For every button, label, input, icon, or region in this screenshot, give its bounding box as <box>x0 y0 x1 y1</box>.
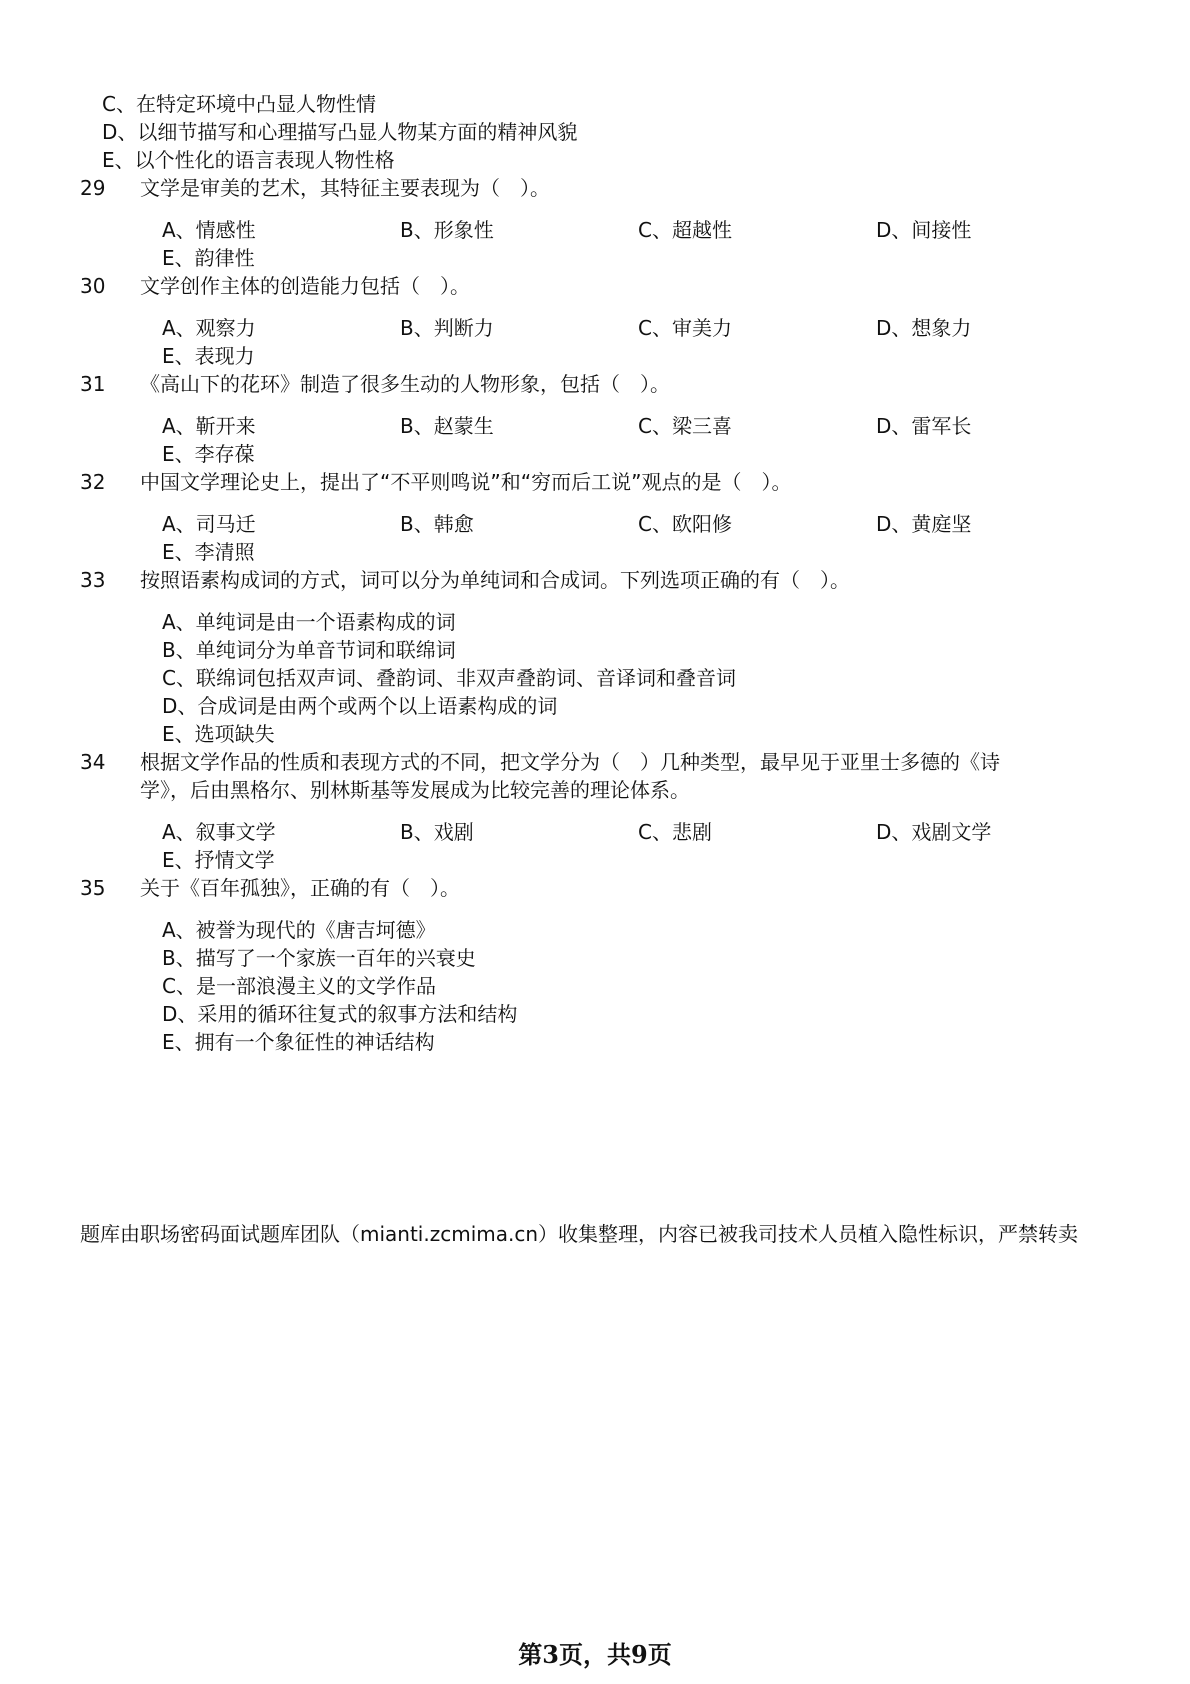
option-a: A、单纯词是由一个语素构成的词 <box>162 610 456 634</box>
option-e: E、抒情文学 <box>162 848 275 872</box>
option-c: C、是一部浪漫主义的文学作品 <box>162 974 436 998</box>
option-a: A、情感性 <box>162 218 256 242</box>
question-text: 中国文学理论史上，提出了“不平则鸣说”和“穷而后工说”观点的是（ ）。 <box>140 470 792 494</box>
option-d: D、以细节描写和心理描写凸显人物某方面的精神风貌 <box>102 120 578 144</box>
option-a: A、司马迁 <box>162 512 256 536</box>
option-b: B、单纯词分为单音节词和联绵词 <box>162 638 456 662</box>
option-a: A、叙事文学 <box>162 820 276 844</box>
option-e: E、韵律性 <box>162 246 255 270</box>
option-b: B、形象性 <box>400 218 494 242</box>
option-a: A、靳开来 <box>162 414 256 438</box>
option-b: B、判断力 <box>400 316 494 340</box>
option-c: C、在特定环境中凸显人物性情 <box>102 92 376 116</box>
option-b: B、描写了一个家族一百年的兴衰史 <box>162 946 476 970</box>
option-d: D、合成词是由两个或两个以上语素构成的词 <box>162 694 558 718</box>
option-e: E、李存葆 <box>162 442 255 466</box>
option-d: D、采用的循环往复式的叙事方法和结构 <box>162 1002 518 1026</box>
option-d: D、雷军长 <box>876 414 972 438</box>
question-text: 按照语素构成词的方式，词可以分为单纯词和合成词。下列选项正确的有（ ）。 <box>140 568 850 592</box>
question-text: 根据文学作品的性质和表现方式的不同，把文学分为（ ）几种类型，最早见于亚里士多德的《诗 <box>140 750 1000 774</box>
option-e: E、选项缺失 <box>162 722 275 746</box>
option-e: E、李清照 <box>162 540 255 564</box>
question-number: 30 <box>80 274 106 298</box>
option-e: E、以个性化的语言表现人物性格 <box>102 148 395 172</box>
option-c: C、悲剧 <box>638 820 712 844</box>
option-c: C、梁三喜 <box>638 414 732 438</box>
option-d: D、戏剧文学 <box>876 820 992 844</box>
option-b: B、韩愈 <box>400 512 474 536</box>
page-number: 第3页，共9页 <box>518 1640 672 1669</box>
option-d: D、间接性 <box>876 218 972 242</box>
question-number: 29 <box>80 176 106 200</box>
option-d: D、黄庭坚 <box>876 512 972 536</box>
option-e: E、拥有一个象征性的神话结构 <box>162 1030 435 1054</box>
question-number: 35 <box>80 876 106 900</box>
question-text: 《高山下的花环》制造了很多生动的人物形象，包括（ ）。 <box>140 372 670 396</box>
question-text: 文学创作主体的创造能力包括（ ）。 <box>140 274 470 298</box>
question-number: 33 <box>80 568 106 592</box>
option-b: B、赵蒙生 <box>400 414 494 438</box>
option-c: C、审美力 <box>638 316 732 340</box>
option-e: E、表现力 <box>162 344 255 368</box>
option-c: C、超越性 <box>638 218 732 242</box>
option-b: B、戏剧 <box>400 820 474 844</box>
option-a: A、被誉为现代的《唐吉坷德》 <box>162 918 436 942</box>
question-number: 32 <box>80 470 106 494</box>
option-a: A、观察力 <box>162 316 256 340</box>
copyright-notice: 题库由职场密码面试题库团队（mianti.zcmima.cn）收集整理，内容已被我司技术人员植入隐性标识，严禁转卖 <box>80 1222 1079 1246</box>
question-text: 关于《百年孤独》，正确的有（ ）。 <box>140 876 460 900</box>
question-text: 文学是审美的艺术，其特征主要表现为（ ）。 <box>140 176 550 200</box>
option-c: C、联绵词包括双声词、叠韵词、非双声叠韵词、音译词和叠音词 <box>162 666 736 690</box>
question-number: 31 <box>80 372 106 396</box>
option-d: D、想象力 <box>876 316 972 340</box>
question-number: 34 <box>80 750 106 774</box>
option-c: C、欧阳修 <box>638 512 732 536</box>
question-text-continued: 学》，后由黑格尔、别林斯基等发展成为比较完善的理论体系。 <box>140 778 690 802</box>
